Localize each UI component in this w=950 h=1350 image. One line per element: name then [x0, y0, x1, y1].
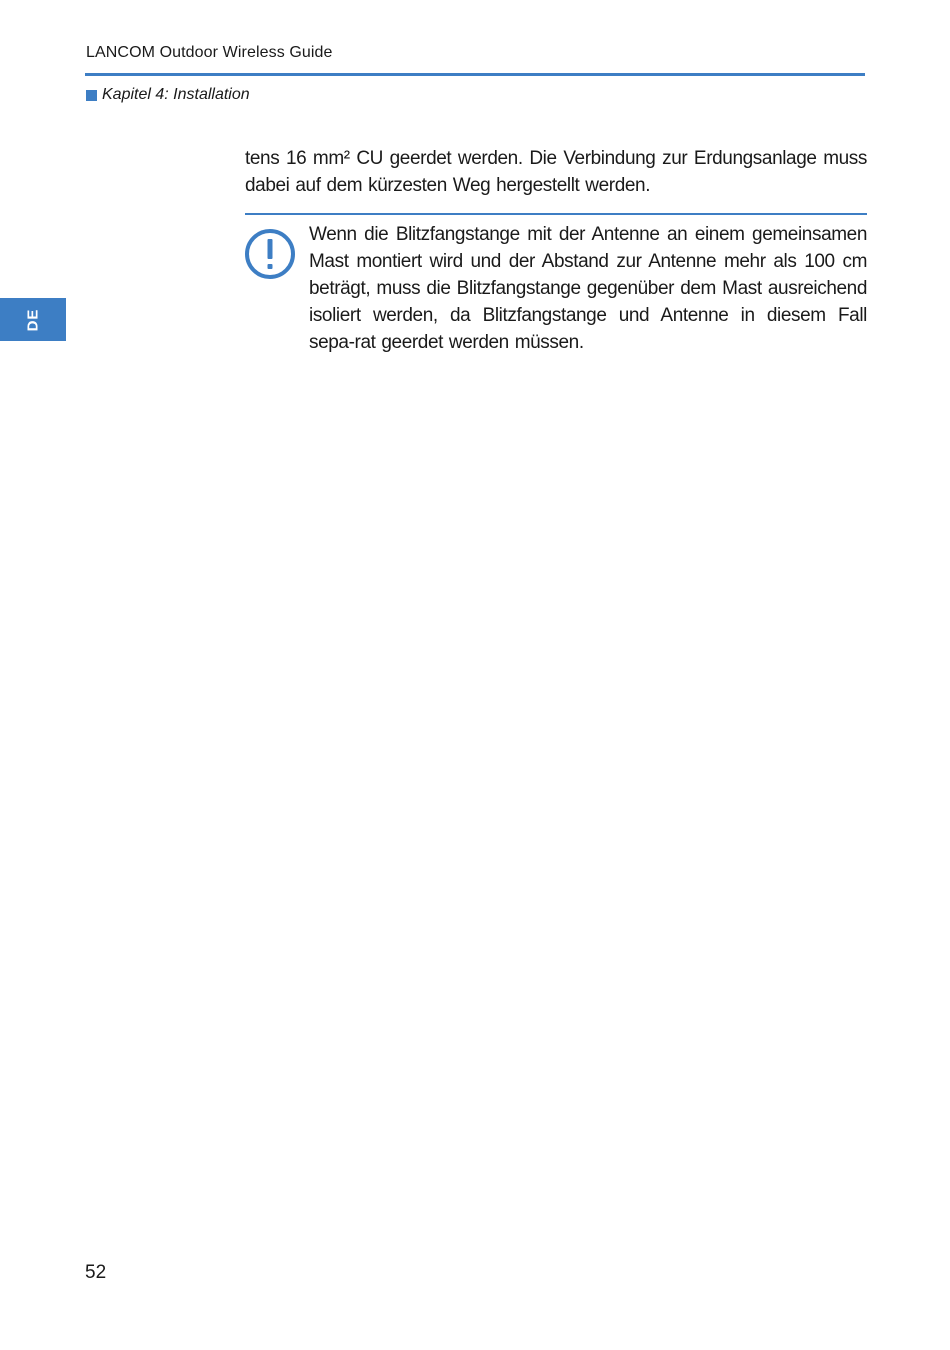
language-tab-label: DE: [24, 308, 42, 332]
chapter-square-icon: [86, 90, 97, 101]
language-tab: [0, 298, 66, 341]
page-number: 52: [85, 1262, 107, 1283]
note-divider: [245, 213, 867, 215]
chapter-heading: [86, 86, 250, 104]
header-divider: [85, 73, 865, 76]
document-header-title: LANCOM Outdoor Wireless Guide: [86, 44, 333, 61]
note-text: Wenn die Blitzfangstange mit der Antenne an einem gemeinsamen Mast montiert wird und der Abstand zur Antenne mehr als 100 cm beträgt, muss die Blitzfangstange gegenüber dem Mast ausreichend isoliert werden, da Blitzfangstange und Antenne in diesem Fall sepa-rat geerdet werden müssen.: [309, 224, 867, 353]
body-paragraph: tens 16 mm² CU geerdet werden. Die Verbindung zur Erdungsanlage muss dabei auf dem kürzesten Weg hergestellt werden.: [245, 148, 867, 196]
chapter-label: Kapitel 4: Installation: [102, 86, 250, 103]
exclamation-circle-icon: [244, 228, 296, 280]
